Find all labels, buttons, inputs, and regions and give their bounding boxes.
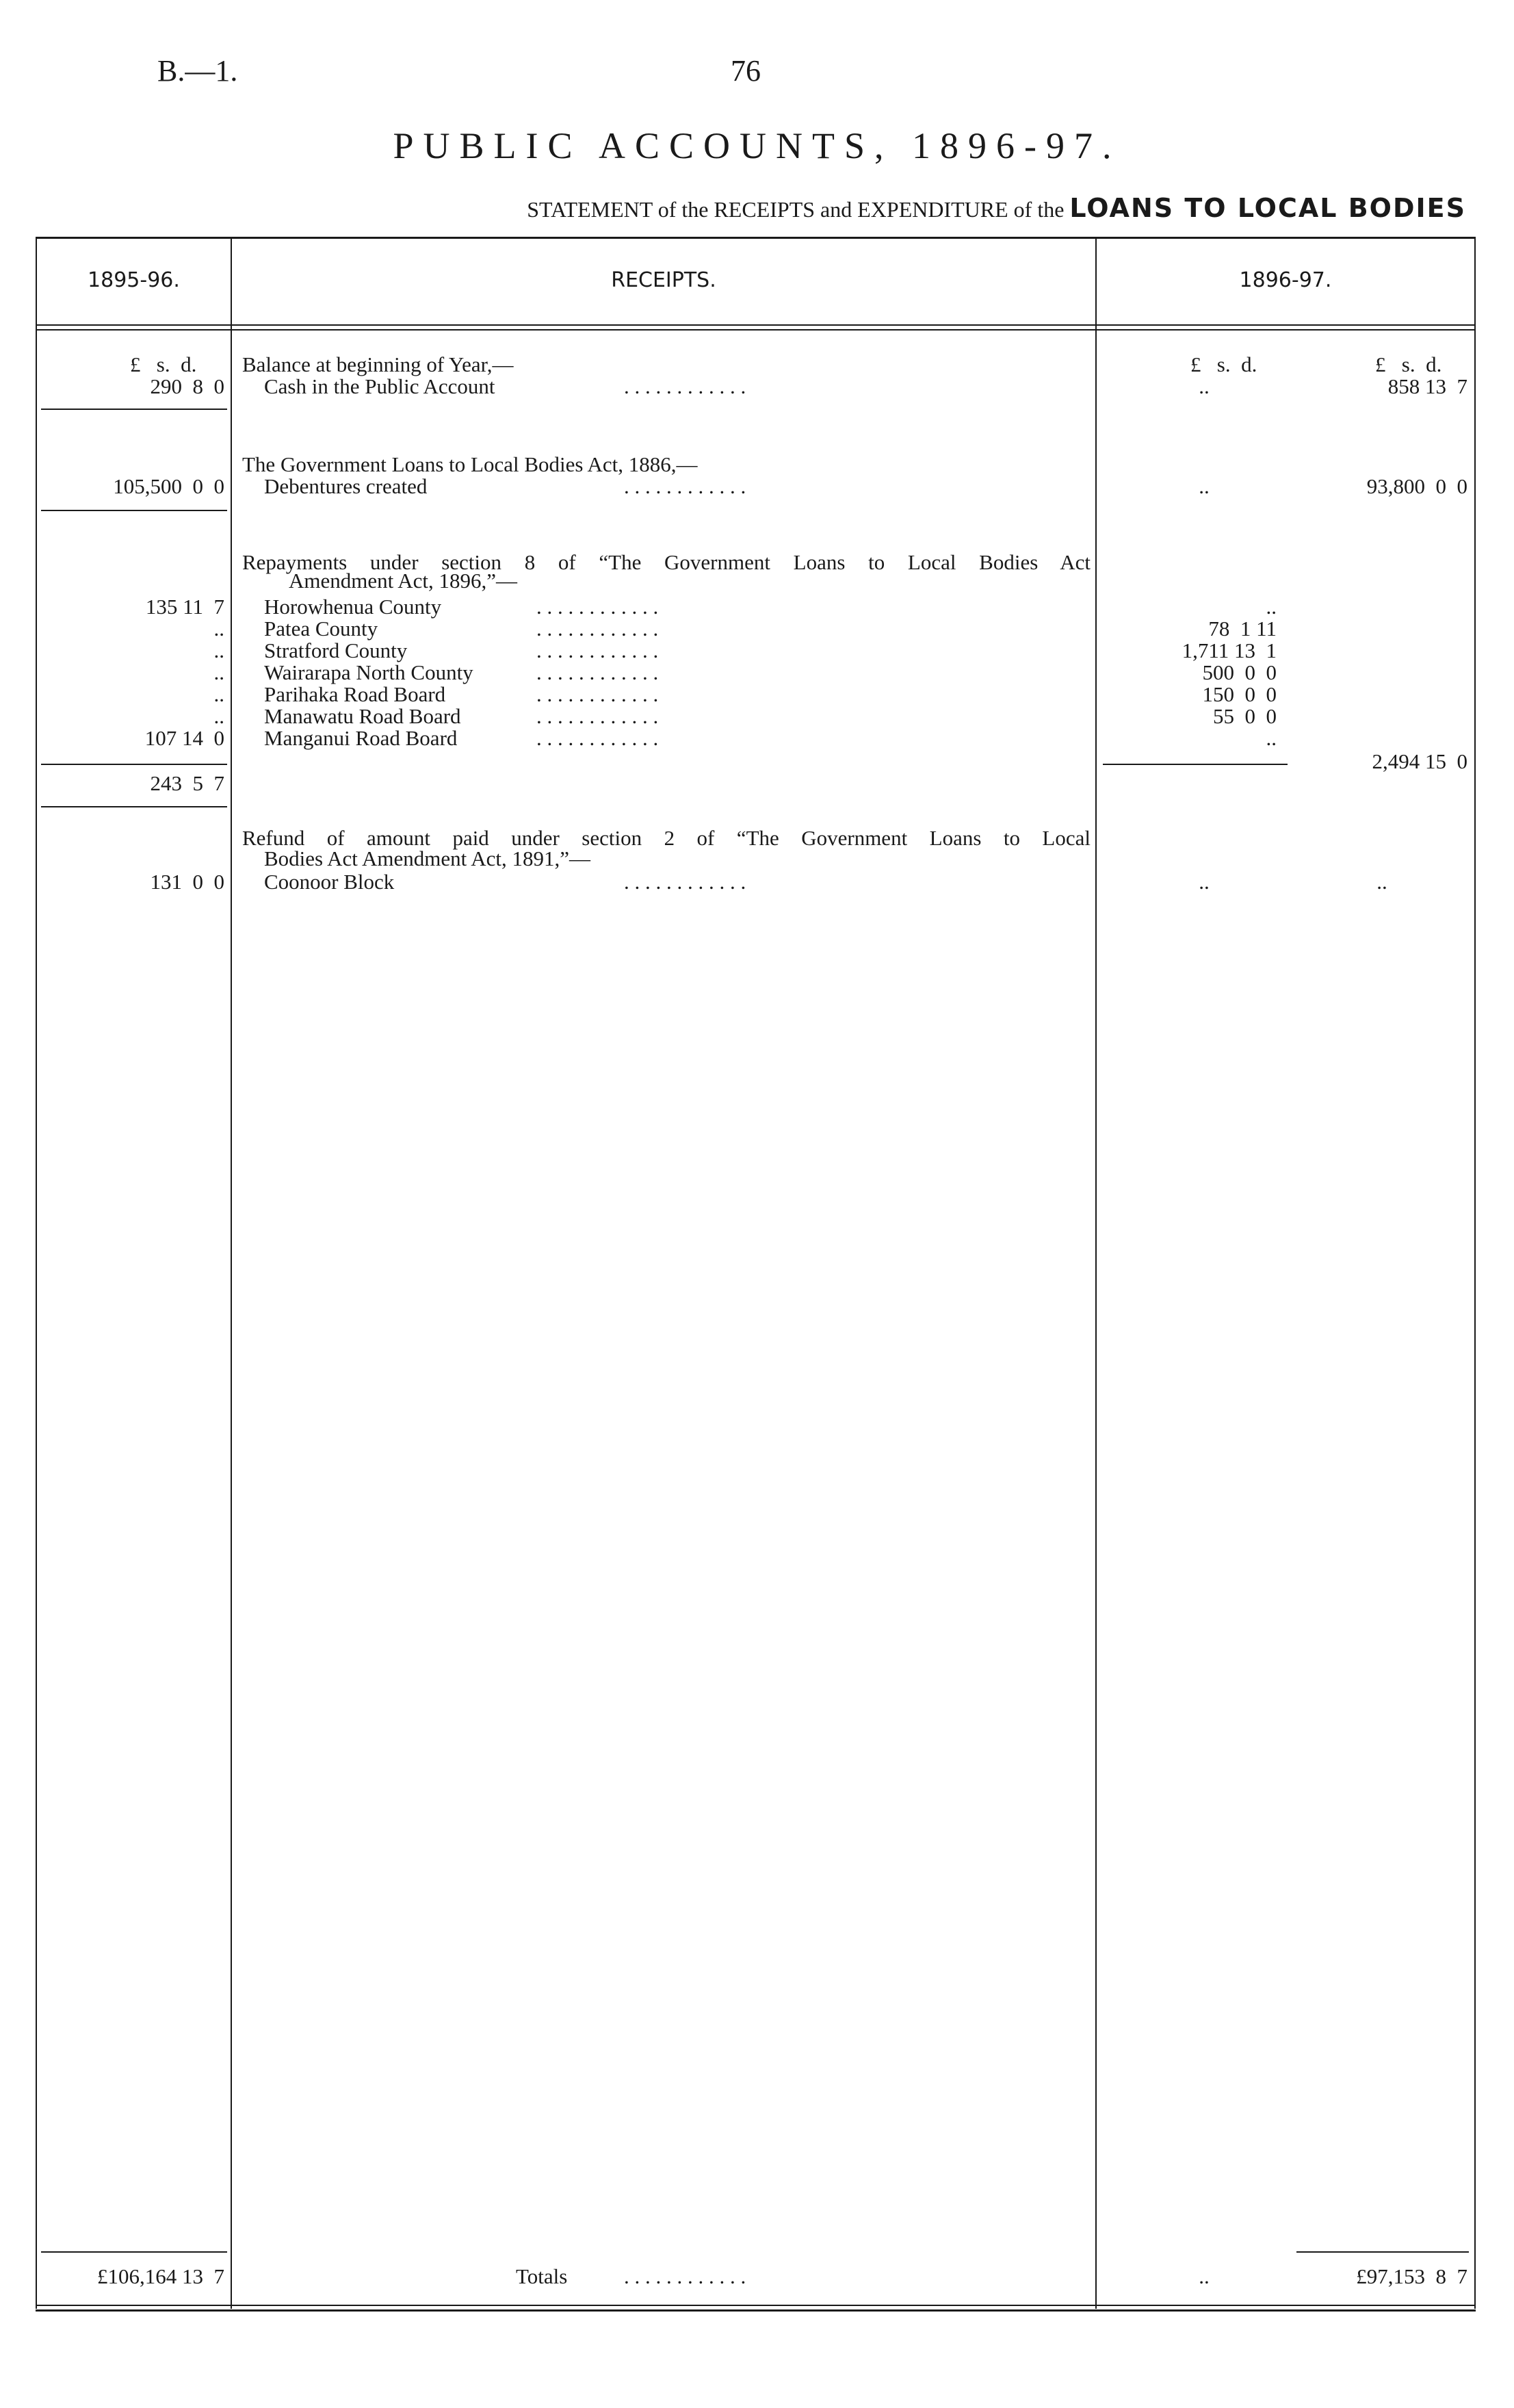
repayments-prev-subtotal: 243 5 7: [150, 771, 224, 795]
left-subtotal-rule-top: [41, 764, 227, 765]
repayment-leader: . . . . . . . . . . . .: [536, 595, 659, 619]
totals-leader: . . . . . . . . . . . .: [624, 2264, 746, 2288]
repayment-name: Wairarapa North County: [264, 660, 473, 684]
balance-heading: Balance at beginning of Year,—: [242, 352, 514, 376]
unit-pound: £: [130, 352, 141, 376]
header-bottom-rule-2: [36, 329, 1476, 331]
detail-subtotal-rule: [1103, 764, 1288, 765]
repayment-name: Patea County: [264, 617, 378, 640]
repayment-leader: . . . . . . . . . . . .: [536, 660, 659, 684]
balance-item: Cash in the Public Account: [264, 374, 495, 398]
repayment-prev: 107 14 0: [144, 726, 224, 750]
unit-pence: d.: [1426, 352, 1442, 376]
balance-detail: ..: [1199, 374, 1210, 398]
repayment-name: Stratford County: [264, 638, 408, 662]
repayment-prev: ..: [213, 704, 224, 728]
debentures-curr: 93,800 0 0: [1366, 474, 1467, 498]
repayment-leader: . . . . . . . . . . . .: [536, 617, 659, 640]
repayment-leader: . . . . . . . . . . . .: [536, 704, 659, 728]
totals-label: Totals: [516, 2264, 568, 2288]
col-head-receipts: RECEIPTS.: [611, 268, 716, 292]
unit-curr: [1375, 353, 1441, 376]
debentures-leader: . . . . . . . . . . . .: [624, 474, 746, 498]
repayment-leader: . . . . . . . . . . . .: [536, 726, 659, 750]
debentures-item: Debentures created: [264, 474, 428, 498]
totals-prev: £106,164 13 7: [97, 2264, 224, 2288]
repayment-prev: ..: [213, 660, 224, 684]
subtitle-prefix: STATEMENT of the RECEIPTS and EXPENDITURE of the: [527, 197, 1065, 222]
repayment-leader: . . . . . . . . . . . .: [536, 638, 659, 662]
unit-shilling: s.: [1401, 352, 1415, 376]
table-top-rule: [36, 237, 1476, 239]
unit-pence: d.: [1241, 352, 1257, 376]
repayment-name: Manawatu Road Board: [264, 704, 461, 728]
repayment-detail: ..: [1266, 595, 1277, 619]
left-rule-2: [41, 510, 227, 511]
table-bottom-rule-2: [36, 2309, 1476, 2312]
repayment-prev: 135 11 7: [145, 595, 224, 619]
totals-rule-left: [41, 2251, 227, 2253]
totals-curr: £97,153 8 7: [1356, 2264, 1467, 2288]
unit-pence: d.: [181, 352, 197, 376]
totals-rule-curr: [1296, 2251, 1469, 2253]
table-bottom-rule: [36, 2305, 1476, 2306]
debentures-detail: ..: [1199, 474, 1210, 498]
refund-curr: ..: [1376, 870, 1387, 894]
debentures-heading: The Government Loans to Local Bodies Act, 1886,—: [242, 452, 698, 476]
statement-subtitle: [527, 193, 1466, 223]
repayment-detail: 150 0 0: [1202, 682, 1277, 706]
repayment-prev: ..: [213, 682, 224, 706]
header-bottom-rule: [36, 324, 1476, 326]
balance-curr: 858 13 7: [1387, 374, 1467, 398]
repayment-prev: ..: [213, 617, 224, 640]
refund-leader: . . . . . . . . . . . .: [624, 870, 746, 894]
repayments-heading-line1: Repayments under section 8 of “The Government Loans to Local Bodies Act: [242, 550, 1091, 574]
refund-prev: 131 0 0: [150, 870, 224, 894]
repayment-name: Parihaka Road Board: [264, 682, 446, 706]
repayment-name: Manganui Road Board: [264, 726, 458, 750]
repayment-detail: 55 0 0: [1213, 704, 1277, 728]
subtitle-emphasis: LOANS TO LOCAL BODIES: [1069, 193, 1466, 223]
unit-shilling: s.: [156, 352, 170, 376]
totals-detail: ..: [1199, 2264, 1210, 2288]
page-number: 76: [731, 54, 761, 88]
repayment-detail: ..: [1266, 726, 1277, 750]
repayment-detail: 78 1 11: [1208, 617, 1277, 640]
refund-item: Coonoor Block: [264, 870, 395, 894]
table-right-border: [1474, 237, 1476, 2309]
debentures-prev: 105,500 0 0: [113, 474, 224, 498]
balance-leader: . . . . . . . . . . . .: [624, 374, 746, 398]
unit-pound: £: [1375, 352, 1386, 376]
balance-prev: 290 8 0: [150, 374, 224, 398]
table-left-border: [36, 237, 37, 2309]
unit-pound: £: [1190, 352, 1201, 376]
col-divider-2: [1095, 237, 1097, 2309]
repayment-leader: . . . . . . . . . . . .: [536, 682, 659, 706]
refund-detail: ..: [1199, 870, 1210, 894]
unit-detail: [1190, 353, 1257, 376]
repayment-detail: 1,711 13 1: [1182, 638, 1277, 662]
refund-heading-line1: Refund of amount paid under section 2 of “The Government Loans to Local: [242, 826, 1091, 850]
left-rule-1: [41, 409, 227, 410]
repayments-curr-total: 2,494 15 0: [1372, 749, 1467, 773]
repayment-detail: 500 0 0: [1202, 660, 1277, 684]
col-head-1895: 1895-96.: [88, 268, 180, 292]
repayment-prev: ..: [213, 638, 224, 662]
col-head-1896: 1896-97.: [1239, 268, 1332, 292]
left-subtotal-rule-bottom: [41, 806, 227, 807]
col-divider-1: [231, 237, 232, 2309]
section-code: B.—1.: [157, 54, 238, 88]
unit-prev: [130, 353, 196, 376]
page-title: PUBLIC ACCOUNTS, 1896-97.: [393, 125, 1121, 166]
repayments-heading-line2: Amendment Act, 1896,”—: [289, 569, 518, 593]
refund-heading-line2: Bodies Act Amendment Act, 1891,”—: [264, 846, 591, 870]
unit-shilling: s.: [1216, 352, 1231, 376]
repayment-name: Horowhenua County: [264, 595, 442, 619]
